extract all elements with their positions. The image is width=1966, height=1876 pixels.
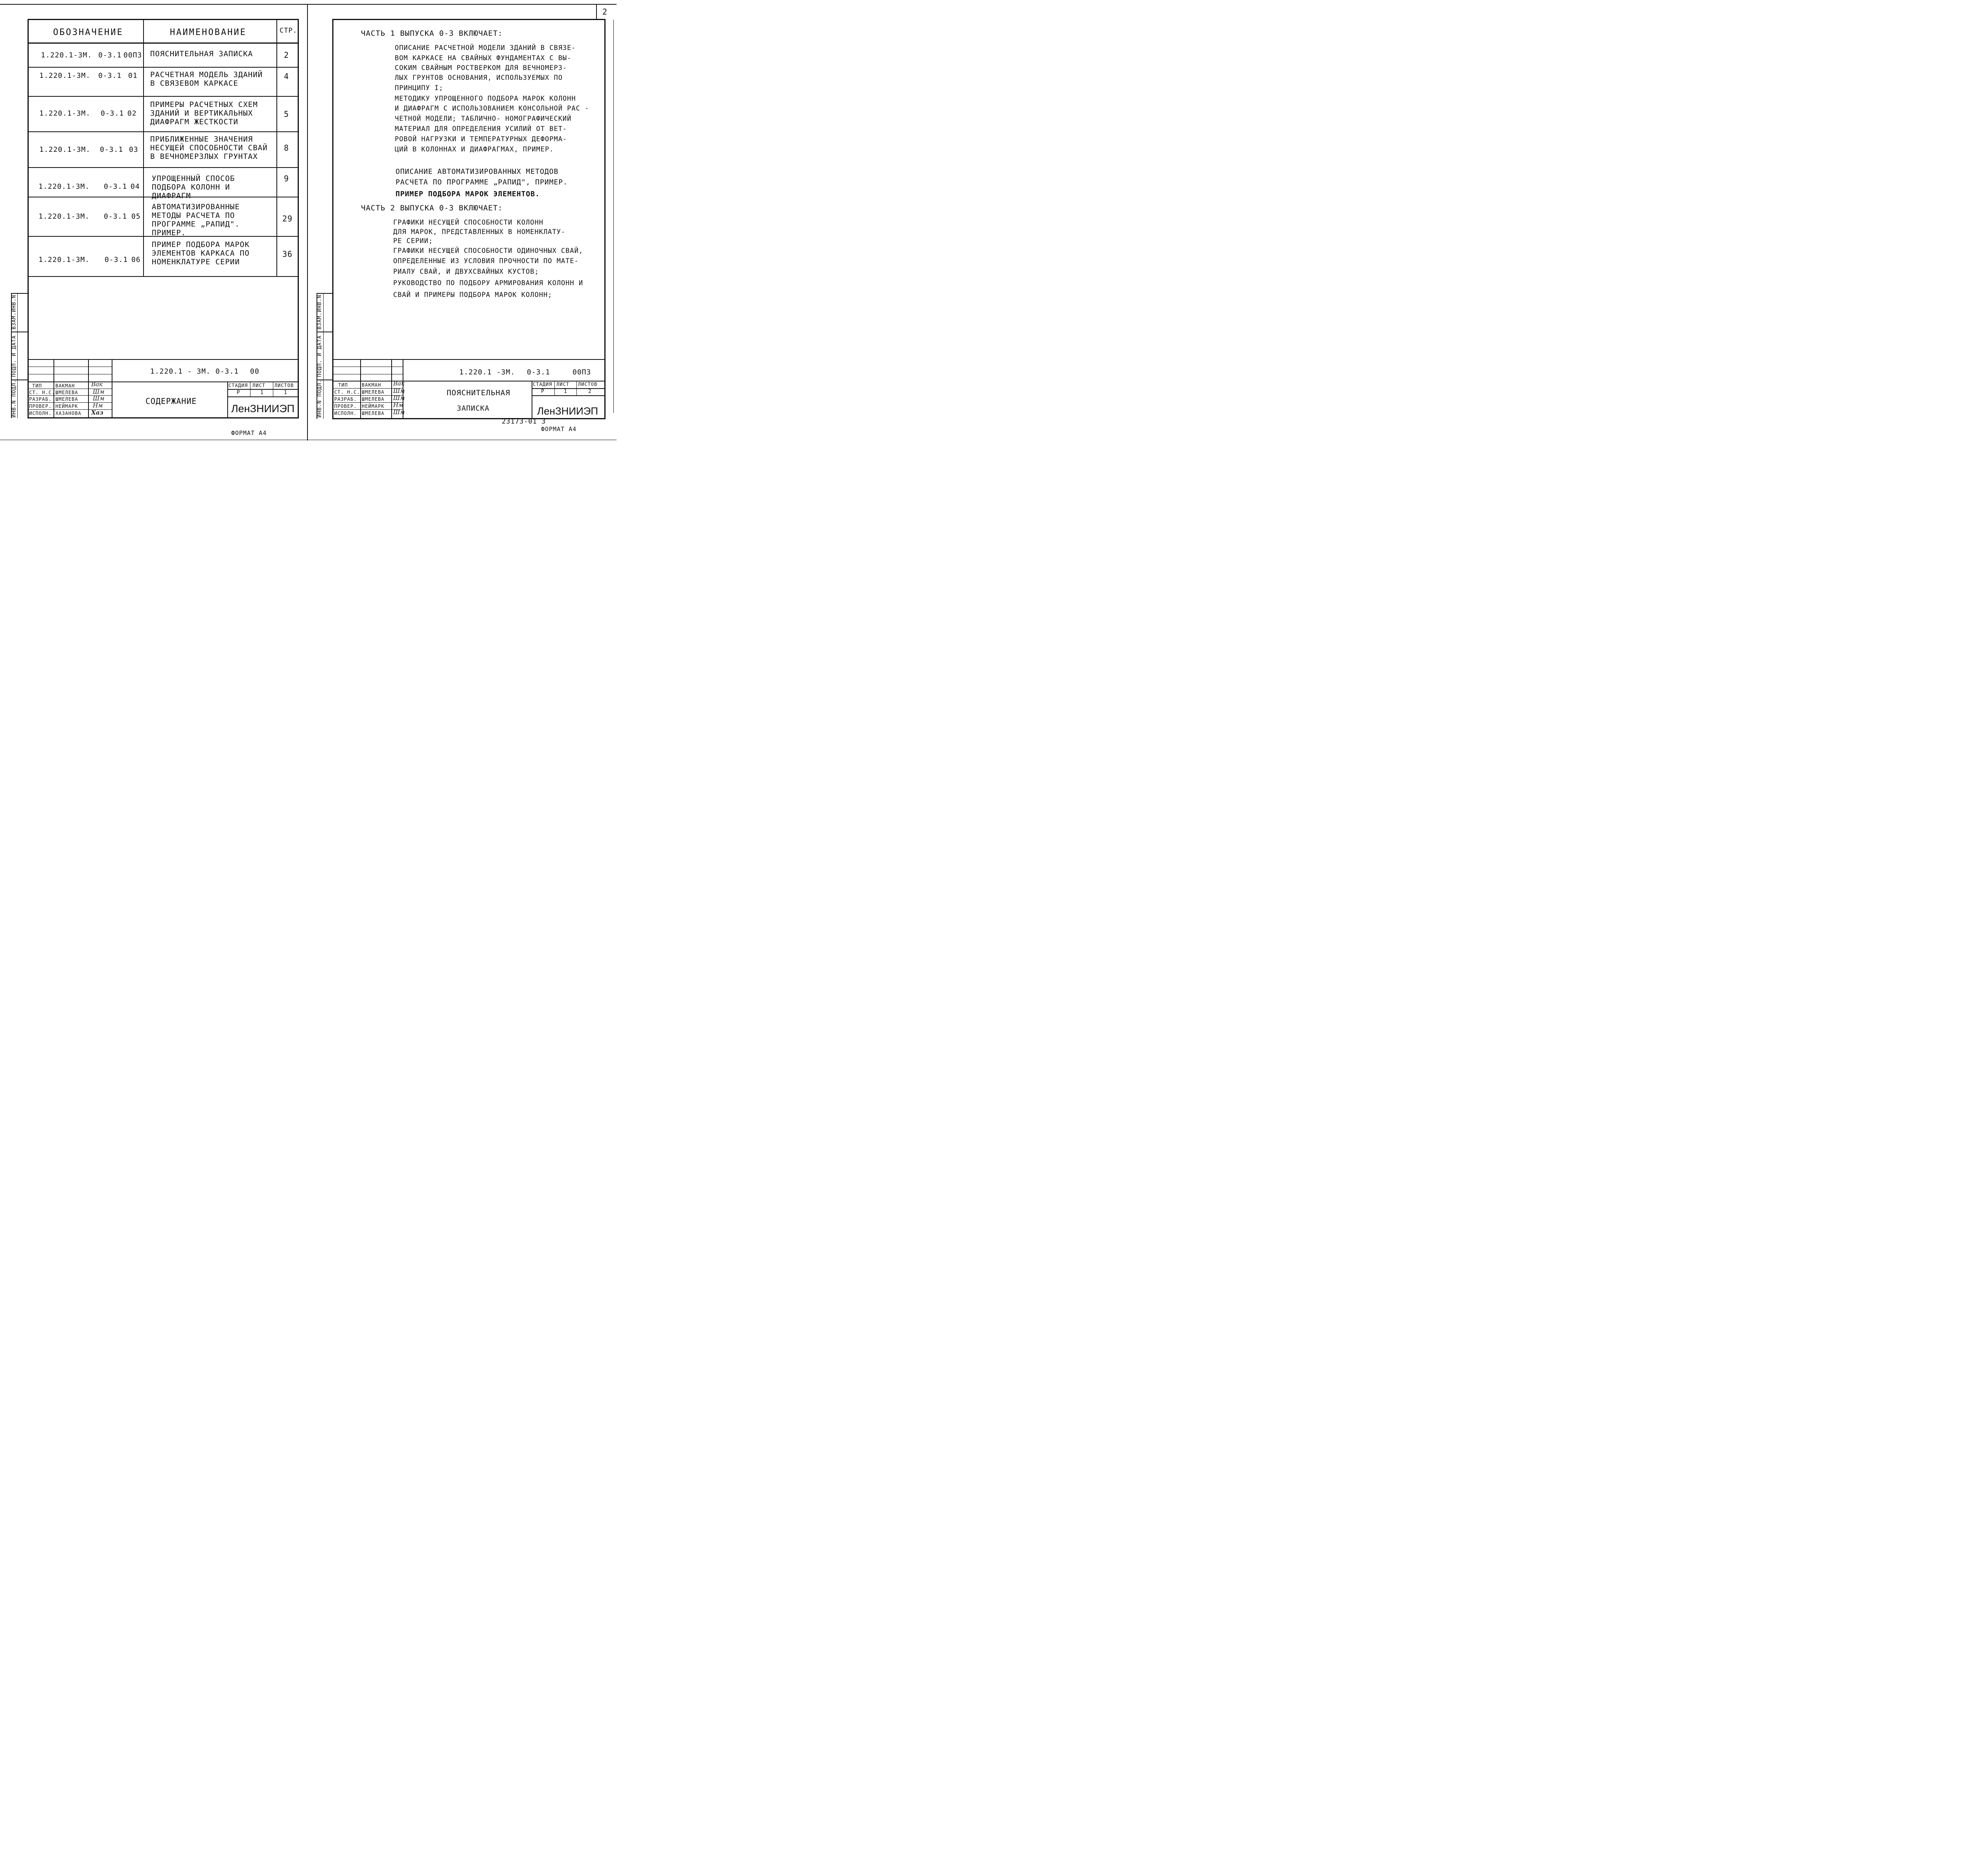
part1-line: МАТЕРИАЛ ДЛЯ ОПРЕДЕЛЕНИЯ УСИЛИЙ ОТ ВЕТ- (395, 125, 567, 133)
sheets-value: 2 (588, 389, 592, 394)
stage-value: Р (541, 389, 545, 394)
row-part: 0-3.1 (100, 146, 123, 154)
row-part: 0-3.1 (104, 212, 127, 221)
row-page: 29 (282, 214, 293, 223)
row-line (28, 67, 299, 68)
stage-label: СТАДИЯ (533, 381, 552, 387)
sign-date-label: ПОДП. И ДАТА (11, 335, 17, 377)
person-name: НЕЙМАРК (55, 404, 78, 409)
row-page: 4 (284, 72, 289, 81)
row-part: 0-3.1 (101, 109, 124, 118)
part1-line: РОВОЙ НАГРУЗКИ И ТЕМПЕРАТУРНЫХ ДЕФОРМА- (395, 135, 567, 143)
header-page: СТР. (280, 27, 297, 35)
inv-orig-label: ИНВ.N ПОДЛ. (11, 379, 17, 418)
person-signature: Вак (393, 380, 405, 387)
row-line (28, 131, 299, 132)
right-frame-top (332, 19, 606, 20)
part1-line: ОПИСАНИЕ РАСЧЕТНОЙ МОДЕЛИ ЗДАНИЙ В СВЯЗЕ- (395, 44, 576, 52)
row-code: 1.220.1-3М. (39, 72, 91, 80)
col-line (143, 19, 144, 276)
row-name: ПОЯСНИТЕЛЬНАЯ ЗАПИСКА (150, 50, 253, 58)
person-signature: Шм (393, 387, 405, 394)
row-name: ПРИМЕРЫ РАСЧЕТНЫХ СХЕМ ЗДАНИЙ И ВЕРТИКАЛЬНЫХ ДИАФРАГМ ЖЕСТКОСТИ (150, 100, 258, 126)
part2-line: РИАЛУ СВАЙ, И ДВУХСВАЙНЫХ КУСТОВ; (393, 268, 539, 276)
row-page: 8 (284, 143, 289, 153)
person-signature: Шм (93, 388, 105, 395)
row-page: 2 (284, 50, 289, 60)
sheet-value: 1 (260, 390, 264, 396)
stage-value: Р (237, 390, 240, 396)
person-name: НЕЙМАРК (362, 404, 385, 409)
row-name: ПРИМЕР ПОДБОРА МАРОК ЭЛЕМЕНТОВ КАРКАСА ПО НОМЕНКЛАТУРЕ СЕРИИ (152, 240, 250, 266)
person-name: ШМЕЛЕВА (362, 411, 385, 416)
person-role: ПРОВЕР. (29, 404, 52, 409)
row-part: 0-3.1 (105, 256, 128, 264)
sheets-value: 1 (284, 390, 287, 396)
person-role: ТИП (338, 382, 348, 388)
row-page: 36 (282, 249, 293, 259)
part1-line: МЕТОДИКУ УПРОЩЕННОГО ПОДБОРА МАРОК КОЛОНН (395, 95, 576, 103)
stamp-doc: 00 (250, 367, 260, 376)
person-role: РАЗРАБ. (334, 396, 357, 402)
top-border (0, 4, 617, 5)
inv-orig-label: ИНВ.N ПОДЛ. (317, 379, 323, 418)
sheet-label: ЛИСТ (556, 381, 569, 387)
person-role: ПРОВЕР. (334, 404, 357, 409)
format-label: ФОРМАТ А4 (541, 426, 577, 433)
row-code: 1.220.1-3М. (41, 51, 92, 59)
stamp-line (227, 396, 298, 397)
stamp-part: 0-3.1 (215, 367, 239, 376)
stamp-line (391, 359, 392, 419)
stamp-line (332, 388, 403, 389)
row-code: 1.220.1-3М. (39, 109, 91, 118)
row-name: РАСЧЕТНАЯ МОДЕЛЬ ЗДАНИЙ В СВЯЗЕВОМ КАРКАСЕ (150, 70, 263, 88)
part1-heading: ЧАСТЬ 1 ВЫПУСКА 0-3 ВКЛЮЧАЕТ: (361, 29, 503, 38)
stamp-line (28, 359, 299, 360)
row-doc: 02 (127, 109, 137, 118)
row-line (28, 276, 299, 277)
stamp-line (554, 381, 555, 395)
person-role: ИСПОЛН. (29, 411, 52, 416)
row-name: ПРИБЛИЖЕННЫЕ ЗНАЧЕНИЯ НЕСУЩЕЙ СПОСОБНОСТИ СВАЙ В ВЕЧНОМЕРЗЛЫХ ГРУНТАХ (150, 135, 268, 161)
stamp-line (332, 359, 606, 360)
part1-line: ПРИНЦИПУ I; (395, 84, 444, 92)
org-logo: ЛенЗНИИЭП (537, 405, 598, 417)
stamp-code: 1.220.1 - 3М. (150, 367, 211, 376)
org-logo: ЛенЗНИИЭП (231, 403, 295, 415)
person-role: СТ. Н.С. (334, 389, 360, 395)
left-frame-right (298, 19, 299, 418)
sheets-label: ЛИСТОВ (274, 383, 294, 388)
stamp-title: СОДЕРЖАНИЕ (145, 396, 197, 406)
row-doc: 06 (131, 256, 141, 264)
stamp-line (360, 359, 361, 419)
part1-line: СОКИМ СВАЙНЫМ РОСТВЕРКОМ ДЛЯ ВЕЧНОМЕРЗ- (395, 64, 567, 72)
stamp-line (332, 402, 403, 403)
person-name: ВАКМАН (362, 382, 381, 388)
stamp-line (227, 381, 228, 418)
person-role: ИСПОЛН. (334, 411, 357, 416)
person-name: ШМЕЛЕВА (362, 396, 385, 402)
stamp-line (53, 359, 54, 418)
person-signature: Нм (393, 402, 403, 409)
part2-line: ОПРЕДЕЛЕННЫЕ ИЗ УСЛОВИЯ ПРОЧНОСТИ ПО МАТЕ- (393, 257, 579, 265)
row-part: 0-3.1 (98, 51, 122, 59)
row-name: УПРОЩЕННЫЙ СПОСОБ ПОДБОРА КОЛОНН И ДИАФРАГМ (152, 174, 235, 200)
person-name: ШМЕЛЕВА (55, 390, 78, 395)
stamp-doc: 00ПЗ (572, 368, 591, 376)
header-designation: ОБОЗНАЧЕНИЕ (53, 28, 123, 37)
person-role: СТ. Н.С. (29, 390, 55, 395)
inv-repl-label: ВЗАМ.ИНВ.N (11, 295, 17, 330)
row-line (28, 96, 299, 97)
sheet-value: 1 (564, 389, 567, 394)
format-label: ФОРМАТ А4 (231, 429, 267, 437)
row-code: 1.220.1-3М. (39, 212, 90, 221)
sheet-divider (307, 4, 308, 440)
left-frame-left (28, 19, 29, 418)
part2-line: СВАЙ И ПРИМЕРЫ ПОДБОРА МАРОК КОЛОНН; (393, 291, 552, 299)
sheets-label: ЛИСТОВ (578, 381, 598, 387)
archive-number: 23173-01 3 (502, 418, 546, 426)
part1-line: ЦИЙ В КОЛОННАХ И ДИАФРАГМАХ, ПРИМЕР. (395, 146, 554, 153)
part2-line: ГРАФИКИ НЕСУЩЕЙ СПОСОБНОСТИ ОДИНОЧНЫХ СВАЙ, (393, 247, 584, 255)
part2-line: РЕ СЕРИИ; (393, 237, 433, 245)
row-page: 9 (284, 174, 289, 183)
stage-label: СТАДИЯ (228, 383, 248, 388)
row-name: АВТОМАТИЗИРОВАННЫЕ МЕТОДЫ РАСЧЕТА ПО ПРОГРАММЕ „РАПИД". ПРИМЕР. (152, 203, 240, 237)
person-name: ХАЗАНОВА (55, 411, 81, 416)
stamp-line (332, 395, 403, 396)
person-signature: Вак (91, 381, 103, 388)
person-role: ТИП (32, 383, 42, 389)
part2-line: ДЛЯ МАРОК, ПРЕДСТАВЛЕННЫХ В НОМЕНКЛАТУ- (393, 228, 566, 236)
row-code: 1.220.1-3М. (39, 146, 91, 154)
sign-date-label: ПОДП. И ДАТА (317, 335, 323, 377)
side-strip-line (323, 293, 324, 419)
stamp-line (532, 395, 606, 396)
person-signature: Шм (393, 409, 405, 416)
row-doc: 03 (129, 146, 138, 154)
row-page: 5 (284, 109, 289, 119)
person-signature: Шм (93, 395, 105, 402)
row-code: 1.220.1-3М. (39, 182, 90, 191)
side-strip-line (17, 293, 18, 418)
part1-extra-line: ОПИСАНИЕ АВТОМАТИЗИРОВАННЫХ МЕТОДОВ (396, 168, 559, 176)
row-doc: 04 (131, 182, 140, 191)
person-name: ШМЕЛЕВА (55, 396, 78, 402)
row-part: 0-3.1 (98, 72, 122, 80)
right-frame-bottom (332, 418, 606, 419)
row-line (28, 167, 299, 168)
row-doc: 05 (131, 212, 141, 221)
stamp-code: 1.220.1 -3М. (459, 368, 515, 376)
part2-line: ГРАФИКИ НЕСУЩЕЙ СПОСОБНОСТИ КОЛОНН (393, 219, 543, 227)
header-row-line (28, 42, 299, 44)
part1-line: ВОМ КАРКАСЕ НА СВАЙНЫХ ФУНДАМЕНТАХ С ВЫ- (395, 54, 572, 62)
part1-line: ЧЕТНОЙ МОДЕЛИ; ТАБЛИЧНО- НОМОГРАФИЧЕСКИЙ (395, 115, 572, 123)
row-doc: 01 (128, 72, 138, 80)
part1-line: И ДИАФРАГМ С ИСПОЛЬЗОВАНИЕМ КОНСОЛЬНОЙ РАС - (395, 105, 589, 112)
left-frame-top (28, 19, 299, 20)
part1-line: ЛЫХ ГРУНТОВ ОСНОВАНИЯ, ИСПОЛЬЗУЕМЫХ ПО (395, 74, 563, 82)
part1-extra-line: ПРИМЕР ПОДБОРА МАРОК ЭЛЕМЕНТОВ. (396, 190, 540, 198)
part1-extra-line: РАСЧЕТА ПО ПРОГРАММЕ „РАПИД", ПРИМЕР. (396, 178, 568, 186)
part2-heading: ЧАСТЬ 2 ВЫПУСКА 0-3 ВКЛЮЧАЕТ: (361, 204, 503, 212)
stamp-line (88, 359, 89, 418)
stamp-line (332, 409, 403, 410)
row-doc: 00ПЗ (123, 51, 142, 59)
header-name: НАИМЕНОВАНИЕ (170, 28, 247, 37)
person-name: ШМЕЛЕВА (362, 389, 385, 395)
part2-line: РУКОВОДСТВО ПО ПОДБОРУ АРМИРОВАНИЯ КОЛОНН И (393, 279, 584, 287)
sheet-label: ЛИСТ (252, 383, 265, 388)
person-signature: Шм (393, 394, 405, 402)
person-role: РАЗРАБ. (29, 396, 52, 402)
person-signature: Нм (93, 402, 103, 409)
stamp-line (28, 381, 299, 382)
row-part: 0-3.1 (104, 182, 127, 191)
inv-repl-label: ВЗАМ.ИНВ.N (317, 295, 323, 330)
row-code: 1.220.1-3М. (39, 256, 90, 264)
left-frame-bottom (28, 417, 299, 418)
sheet-number: 2 (602, 7, 608, 17)
col-line (276, 19, 277, 276)
edge-line (613, 20, 614, 413)
stamp-title-line1: ПОЯСНИТЕЛЬНАЯ (447, 389, 510, 397)
corner-box-line (596, 4, 597, 20)
stamp-line (576, 381, 577, 395)
stamp-title-line2: ЗАПИСКА (457, 404, 490, 413)
person-signature: Хаз (91, 409, 103, 416)
person-name: ВАКМАН (55, 383, 75, 389)
stamp-part: 0-3.1 (527, 368, 550, 376)
